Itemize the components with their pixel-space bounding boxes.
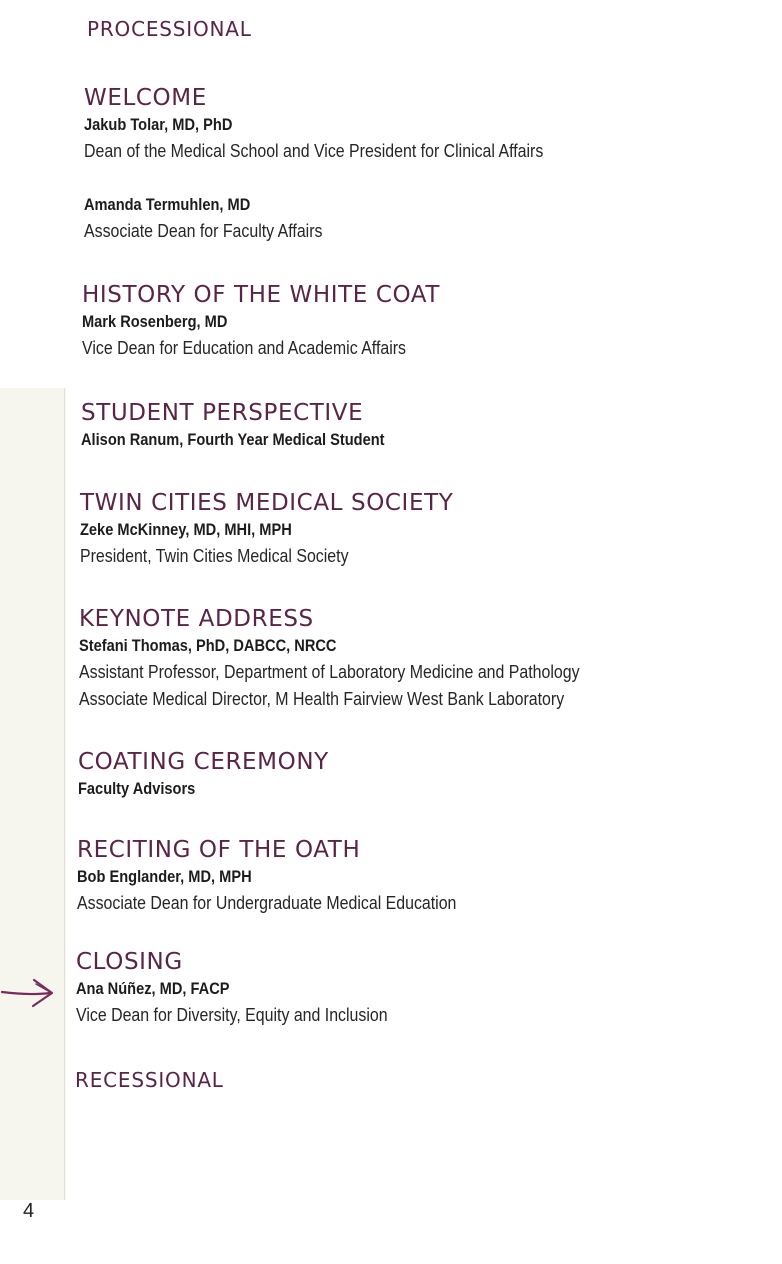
section-student-perspective [81, 399, 771, 452]
section-processional [87, 15, 777, 43]
speaker-name: Faculty Advisors [78, 779, 196, 798]
section-keynote-address [79, 605, 769, 712]
section-coating-ceremony [78, 748, 768, 801]
speaker-role: Assistant Professor, Department of Laboratory Medicine and Pathology [79, 661, 580, 682]
section-heading: WELCOME [84, 85, 207, 111]
section-heading: KEYNOTE ADDRESS [79, 606, 314, 632]
speaker-name: Stefani Thomas, PhD, DABCC, NRCC [79, 636, 337, 655]
speaker-role: Vice Dean for Education and Academic Affairs [82, 337, 407, 358]
speaker-name: Mark Rosenberg, MD [82, 312, 228, 331]
page-edge-strip [0, 388, 66, 1200]
handwritten-arrow-icon [0, 968, 64, 1018]
section-heading: STUDENT PERSPECTIVE [81, 400, 364, 426]
section-history-of-the-white-coat [82, 281, 772, 361]
section-heading: PROCESSIONAL [87, 17, 252, 41]
section-twin-cities-medical-society [80, 489, 770, 569]
speaker-name: Alison Ranum, Fourth Year Medical Student [81, 430, 385, 449]
speaker-role: Dean of the Medical School and Vice President for Clinical Affairs [84, 140, 544, 161]
page-number: 4 [23, 1200, 35, 1222]
section-heading: COATING CEREMONY [78, 749, 329, 775]
page-edge-line [64, 388, 65, 1200]
section-welcome [84, 84, 774, 244]
speaker-role: Associate Dean for Undergraduate Medical Education [77, 892, 457, 913]
speaker-role: Associate Dean for Faculty Affairs [84, 220, 323, 241]
speaker-name: Bob Englander, MD, MPH [77, 867, 252, 886]
speaker-name: Ana Núñez, MD, FACP [76, 979, 230, 998]
section-heading: CLOSING [76, 949, 183, 975]
section-heading: RECITING OF THE OATH [77, 837, 361, 863]
section-heading: TWIN CITIES MEDICAL SOCIETY [80, 490, 454, 516]
speaker-name: Zeke McKinney, MD, MHI, MPH [80, 520, 292, 539]
section-heading: HISTORY OF THE WHITE COAT [82, 282, 441, 308]
speaker-name: Jakub Tolar, MD, PhD [84, 115, 233, 134]
section-closing [76, 948, 766, 1028]
speaker-name: Amanda Termuhlen, MD [84, 195, 251, 214]
speaker-role: President, Twin Cities Medical Society [80, 545, 349, 566]
section-heading: RECESSIONAL [75, 1068, 224, 1092]
section-recessional [75, 1066, 765, 1094]
section-reciting-of-the-oath [77, 836, 767, 916]
speaker-role: Associate Medical Director, M Health Fairview West Bank Laboratory [79, 688, 565, 709]
speaker-role: Vice Dean for Diversity, Equity and Inclusion [76, 1004, 388, 1025]
